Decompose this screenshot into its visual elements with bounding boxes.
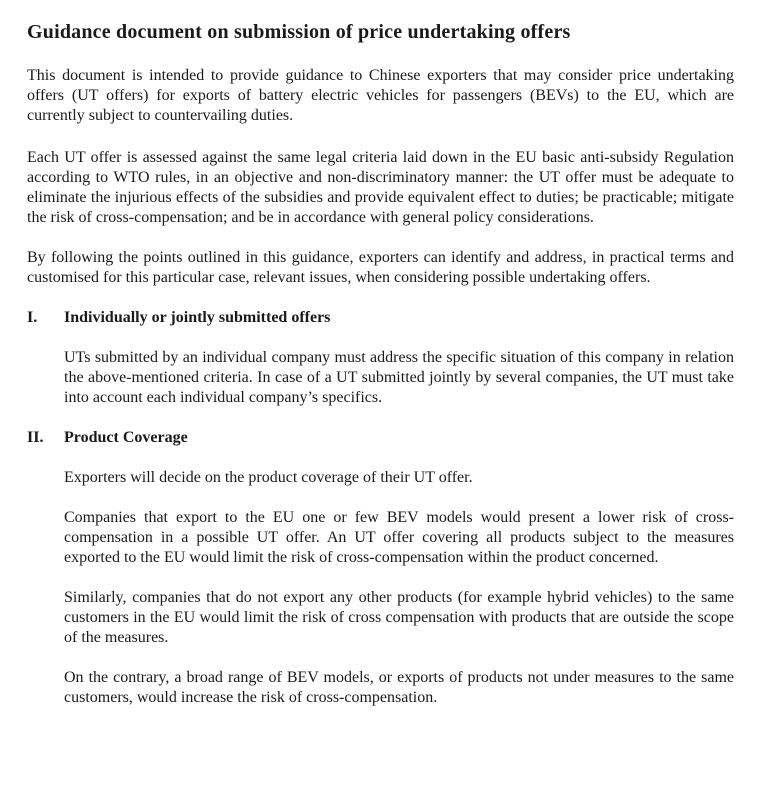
section-heading-text: Product Coverage — [64, 429, 188, 446]
section-paragraph: Companies that export to the EU one or few BEV models would present a lower risk of cross-compensation in a possible UT offer. An UT offer covering all products subject to the measures exported to the EU would limit the risk of cross-compensation within the product concerned. — [64, 509, 734, 566]
section-product-coverage — [27, 428, 734, 708]
section-numeral: I. — [27, 309, 38, 326]
section-body — [64, 468, 734, 708]
intro-paragraph-3: By following the points outlined in this guidance, exporters can identify and address, in practical terms and customised for this particular case, relevant issues, when considering possible undertaking offers. — [27, 249, 734, 286]
section-body — [64, 348, 734, 408]
section-paragraph: UTs submitted by an individual company must address the specific situation of this company in relation the above-mentioned criteria. In case of a UT submitted jointly by several companies, the UT must take into account each individual company’s specifics. — [64, 349, 734, 406]
section-heading-text: Individually or jointly submitted offers — [64, 309, 331, 326]
intro-paragraph-2: Each UT offer is assessed against the same legal criteria laid down in the EU basic anti-subsidy Regulation according to WTO rules, in an objective and non-discriminatory manner: the UT offer must be adequate to eliminate the injurious effects of the subsidies and provide equivalent effect to duties; be practicable; mitigate the risk of cross-compensation; and be in accordance with general policy considerations. — [27, 149, 734, 226]
document-title: Guidance document on submission of price undertaking offers — [27, 21, 571, 43]
section-paragraph: Exporters will decide on the product coverage of their UT offer. — [64, 469, 473, 486]
section-heading — [27, 308, 734, 328]
section-individually-or-jointly — [27, 308, 734, 408]
section-paragraph: Similarly, companies that do not export any other products (for example hybrid vehicles) to the same customers in the EU would limit the risk of cross compensation with products that are outside the scope of the measures. — [64, 589, 734, 646]
intro-paragraph-1: This document is intended to provide guidance to Chinese exporters that may consider price undertaking offers (UT offers) for exports of battery electric vehicles for passengers (BEVs) to the EU, which are currently subject to countervailing duties. — [27, 67, 734, 124]
section-numeral: II. — [27, 429, 44, 446]
section-paragraph: On the contrary, a broad range of BEV models, or exports of products not under measures to the same customers, would increase the risk of cross-compensation. — [64, 669, 734, 706]
section-heading — [27, 428, 734, 448]
